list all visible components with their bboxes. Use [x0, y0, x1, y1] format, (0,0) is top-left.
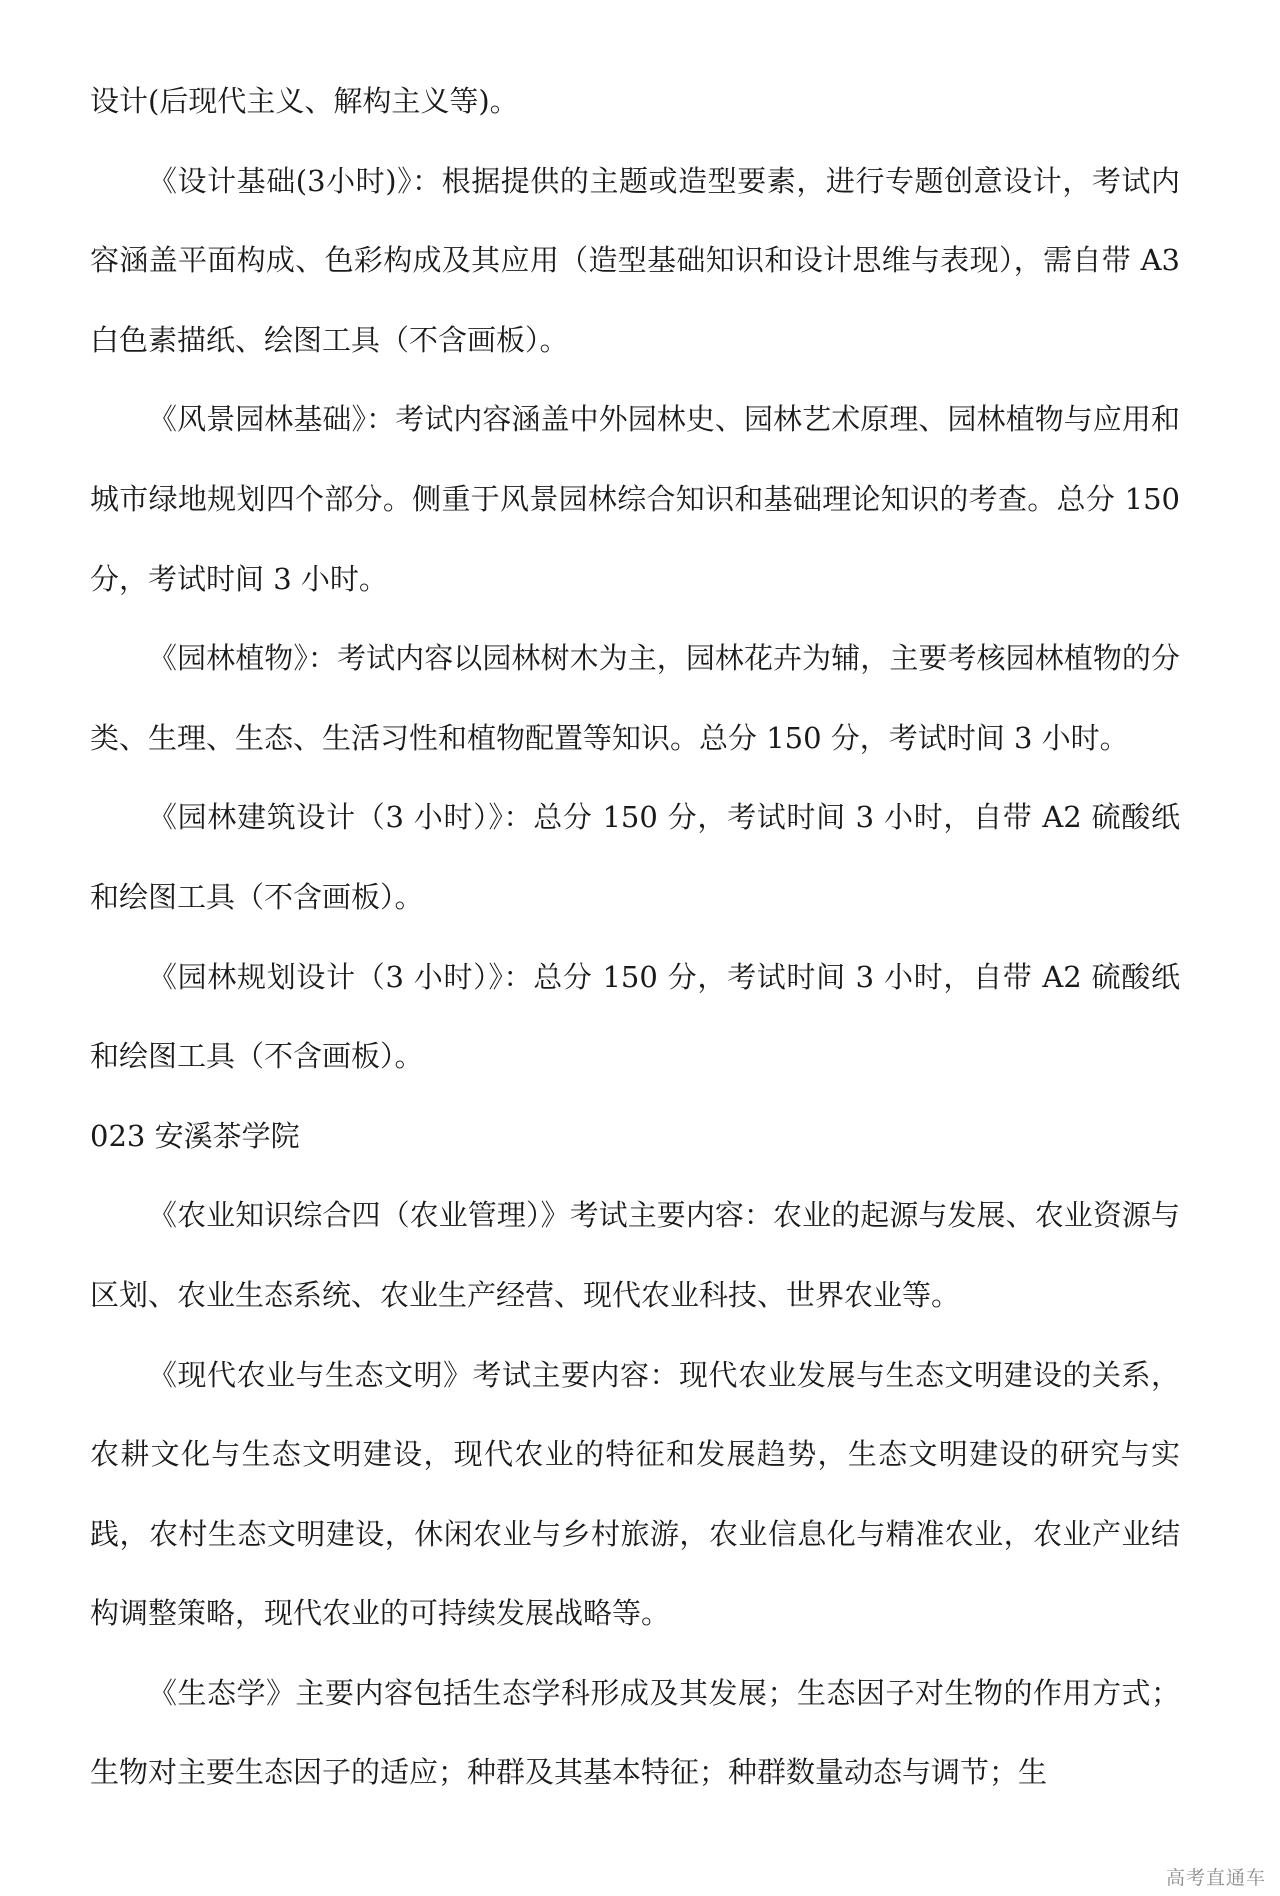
paragraph-modern-agri-ecology: 《现代农业与生态文明》考试主要内容：现代农业发展与生态文明建设的关系，农耕文化与生态文明建设，现代农业的特征和发展趋势，生态文明建设的研究与实践，农村生态文明建设，休闲农业与乡村旅游，农业信息化与精准农业，农业产业结构调整策略，现代农业的可持续发展战略等。 — [90, 1357, 1180, 1631]
document-body — [90, 62, 1180, 1813]
watermark-text: 高考直通车 — [1165, 1867, 1266, 1889]
paragraph-garden-planning: 《园林规划设计（3 小时）》：总分 150 分，考试时间 3 小时，自带 A2 硫酸纸和绘图工具（不含画板）。 — [90, 959, 1180, 1074]
paragraph-design-continued: 设计(后现代主义、解构主义等)。 — [90, 84, 519, 118]
section-heading-anxi-tea-college: 023 安溪茶学院 — [90, 1118, 300, 1153]
paragraph-garden-plants: 《园林植物》：考试内容以园林树木为主，园林花卉为辅，主要考核园林植物的分类、生理、生态、生活习性和植物配置等知识。总分 150 分，考试时间 3 小时。 — [90, 641, 1180, 755]
paragraph-agri-knowledge: 《农业知识综合四（农业管理）》考试主要内容：农业的起源与发展、农业资源与区划、农业生态系统、农业生产经营、现代农业科技、世界农业等。 — [90, 1198, 1180, 1312]
paragraph-ecology: 《生态学》主要内容包括生态学科形成及其发展；生态因子对生物的作用方式；生物对主要生态因子的适应；种群及其基本特征；种群数量动态与调节；生 — [90, 1675, 1180, 1790]
paragraph-design-basics: 《设计基础(3小时)》：根据提供的主题或造型要素，进行专题创意设计，考试内容涵盖平面构成、色彩构成及其应用（造型基础知识和设计思维与表现），需自带 A3 白色素描纸、绘图工具（不含画板）。 — [90, 163, 1180, 357]
paragraph-landscape-basics: 《风景园林基础》：考试内容涵盖中外园林史、园林艺术原理、园林植物与应用和城市绿地规划四个部分。侧重于风景园林综合知识和基础理论知识的考查。总分 150 分，考试时间 3 小时。 — [90, 402, 1180, 596]
paragraph-garden-architecture: 《园林建筑设计（3 小时）》：总分 150 分，考试时间 3 小时，自带 A2 硫酸纸和绘图工具（不含画板）。 — [90, 800, 1180, 914]
